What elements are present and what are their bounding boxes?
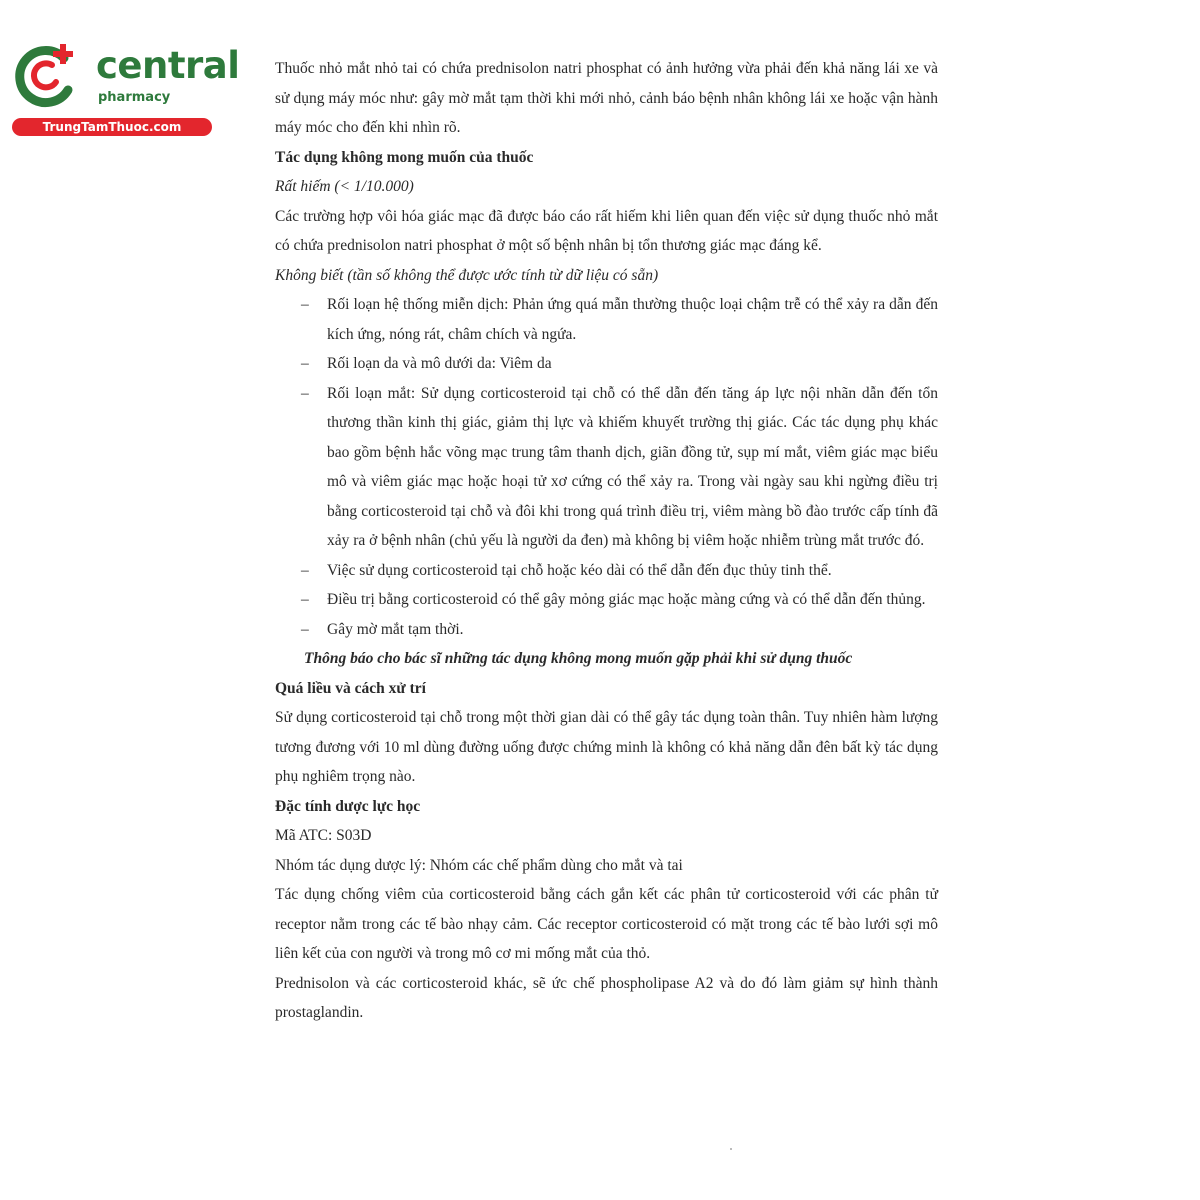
pharmacological-group: Nhóm tác dụng dược lý: Nhóm các chế phẩm dùng cho mắt và tai <box>275 856 683 874</box>
list-item-text: Điều trị bằng corticosteroid có thể gây mỏng giác mạc hoặc màng cứng và có thể dẫn đến thủng. <box>327 591 926 608</box>
list-item-text: Việc sử dụng corticosteroid tại chỗ hoặc kéo dài có thể dẫn đến đục thủy tinh thể. <box>327 561 832 579</box>
document-body <box>275 54 938 1028</box>
calcification-paragraph: Các trường hợp vôi hóa giác mạc đã được báo cáo rất hiếm khi liên quan đến việc sử dụng thuốc nhỏ mắt có chứa prednisolon natri phosphat ở một số bệnh nhân bị tổn thương giác mạc đáng kể. <box>275 207 938 254</box>
list-dash: – <box>301 296 309 313</box>
list-item-text: Rối loạn mắt: Sử dụng corticosteroid tại chỗ có thể dẫn đến tăng áp lực nội nhãn dẫn đến tổn thương thần kinh thị giác, giảm thị lực và khiếm khuyết trường thị giác. Các tác dụng phụ khác bao gồm bệnh hắc võng mạc trung tâm thanh dịch, giãn đồng tử, sụp mí mắt, viêm giác mạc biểu mô và viêm giác mạc hoặc hoại tử xơ cứng có thể xảy ra. Trong vài ngày sau khi ngừng điều trị bằng corticosteroid tại chỗ và đôi khi trong quá trình điều trị, viêm màng bồ đào trước cấp tính đã xảy ra ở bệnh nhân (chủ yếu là người da đen) mà không bị viêm hoặc nhiễm trùng mắt trước đó. <box>327 384 938 549</box>
list-item-text: Rối loạn hệ thống miễn dịch: Phản ứng quá mẫn thường thuộc loại chậm trễ có thể xảy ra dẫn đến kích ứng, nóng rát, châm chích và ngứa. <box>327 296 938 343</box>
pharmacodynamics-heading: Đặc tính dược lực học <box>275 797 421 815</box>
pharmacy-cross-icon <box>10 38 82 110</box>
list-dash: – <box>301 384 309 402</box>
doctor-notice: Thông báo cho bác sĩ những tác dụng không mong muốn gặp phải khi sử dụng thuốc <box>304 650 853 667</box>
brand-logo <box>10 38 240 138</box>
side-effects-heading: Tác dụng không mong muốn của thuốc <box>275 148 534 166</box>
brand-subtitle: pharmacy <box>98 90 171 105</box>
list-item <box>275 615 938 645</box>
atc-code: Mã ATC: S03D <box>275 827 372 844</box>
list-item-text: Gây mờ mắt tạm thời. <box>327 620 464 638</box>
list-item <box>275 290 938 349</box>
list-item <box>275 349 938 379</box>
list-item <box>275 379 938 556</box>
list-dash: – <box>301 561 309 579</box>
scan-mark <box>730 1148 732 1150</box>
list-item <box>275 585 938 615</box>
mechanism-paragraph: Tác dụng chống viêm của corticosteroid bằng cách gắn kết các phân tử corticosteroid với các phân tử receptor nằm trong các tế bào nhạy cảm. Các receptor corticosteroid có mặt trong các tế bào lưới sợi mô liên kết của con người và trong mô cơ mi mống mắt của thỏ. <box>275 886 938 962</box>
very-rare-label: Rất hiếm (< 1/10.000) <box>275 178 414 195</box>
prostaglandin-paragraph: Prednisolon và các corticosteroid khác, sẽ ức chế phospholipase A2 và do đó làm giảm sự hình thành prostaglandin. <box>275 974 938 1021</box>
overdose-heading: Quá liều và cách xử trí <box>275 679 426 697</box>
list-dash: – <box>301 620 309 638</box>
driving-paragraph: Thuốc nhỏ mắt nhỏ tai có chứa prednisolon natri phosphat có ảnh hưởng vừa phải đến khả năng lái xe và sử dụng máy móc như: gây mờ mắt tạm thời khi mới nhỏ, cảnh báo bệnh nhân không lái xe hoặc vận hành máy móc cho đến khi nhìn rõ. <box>275 60 938 136</box>
overdose-paragraph: Sử dụng corticosteroid tại chỗ trong một thời gian dài có thể gây tác dụng toàn thân. Tuy nhiên hàm lượng tương đương với 10 ml dùng đường uống được chứng minh là không có khả năng dẫn đên bất kỳ tác dụng phụ nghiêm trọng nào. <box>275 709 938 785</box>
brand-website: TrungTamThuoc.com <box>12 118 212 136</box>
list-dash: – <box>301 355 309 372</box>
list-item <box>275 556 938 586</box>
list-item-text: Rối loạn da và mô dưới da: Viêm da <box>327 355 552 372</box>
brand-name: central <box>96 44 240 87</box>
unknown-frequency-label: Không biết (tần số không thể được ước tính từ dữ liệu có sẵn) <box>275 266 659 284</box>
list-dash: – <box>301 591 309 608</box>
